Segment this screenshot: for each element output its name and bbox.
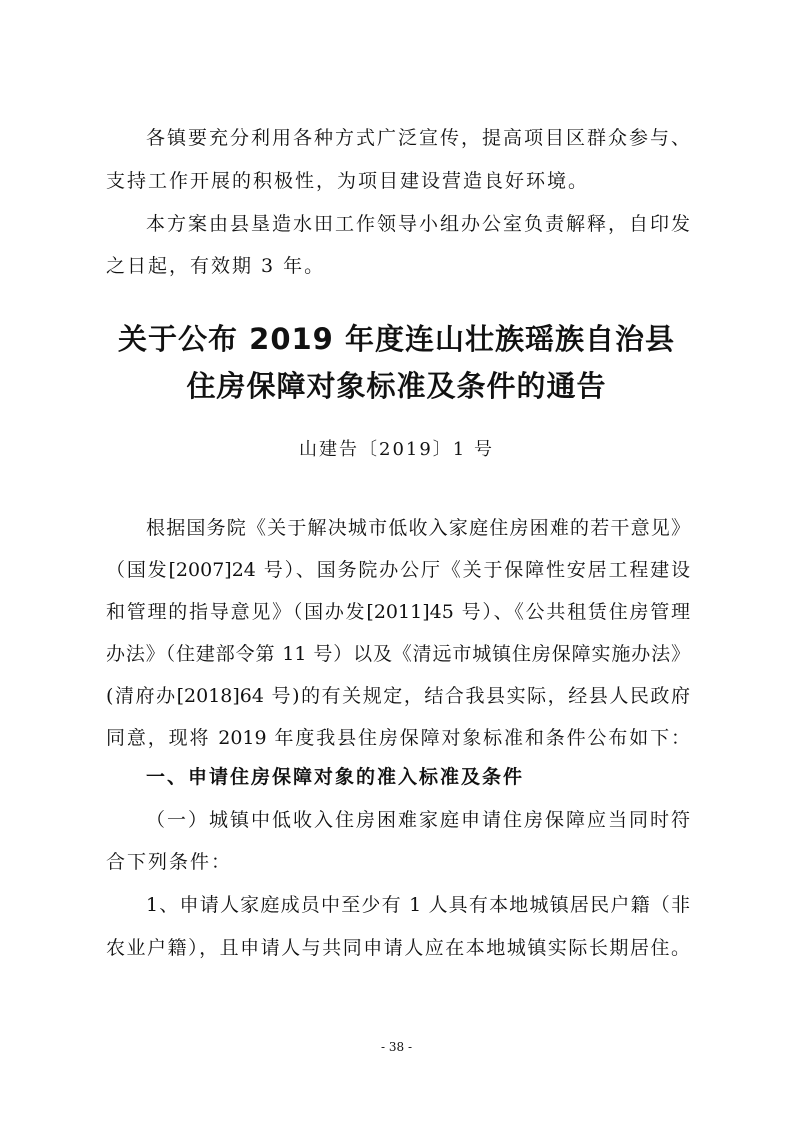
- section-1-line-2: 合下列条件：: [106, 851, 233, 873]
- section-1-line-1: （一）城镇中低收入住房困难家庭申请住房保障应当同时符: [146, 809, 690, 831]
- body-line-4: 办法》（住建部令第 11 号）以及《清远市城镇住房保障实施办法》: [106, 643, 690, 665]
- section-1-line-3: 1、申请人家庭成员中至少有 1 人具有本地城镇居民户籍（非: [146, 894, 690, 916]
- page-number: - 38 -: [380, 1040, 412, 1054]
- body-line-5: (清府办[2018]64 号)的有关规定，结合我县实际，经县人民政府: [106, 685, 690, 707]
- body-line-3: 和管理的指导意见》（国办发[2011]45 号）、《公共租赁住房管理: [106, 601, 690, 623]
- top-paragraph-1-line-2: 支持工作开展的积极性，为项目建设营造良好环境。: [106, 170, 590, 192]
- top-paragraph-2-line-1: 本方案由县垦造水田工作领导小组办公室负责解释，自印发: [146, 213, 690, 235]
- body-line-1: 根据国务院《关于解决城市低收入家庭住房困难的若干意见》: [146, 517, 690, 539]
- body-line-6: 同意，现将 2019 年度我县住房保障对象标准和条件公布如下：: [106, 727, 690, 749]
- document-number: 山建告〔2019〕1 号: [299, 439, 494, 460]
- top-paragraph-1-line-1: 各镇要充分利用各种方式广泛宣传，提高项目区群众参与、: [146, 127, 690, 149]
- section-1-heading: 一、申请住房保障对象的准入标准及条件: [146, 766, 525, 788]
- notice-title-line-1: 关于公布 2019 年度连山壮族瑶族自治县: [118, 322, 675, 356]
- notice-title-line-2: 住房保障对象标准及条件的通告: [186, 369, 607, 403]
- section-1-line-4: 农业户籍），且申请人与共同申请人应在本地城镇实际长期居住。: [106, 937, 690, 959]
- top-paragraph-2-line-2: 之日起，有效期 3 年。: [106, 255, 326, 277]
- body-line-2: （国发[2007]24 号）、国务院办公厅《关于保障性安居工程建设: [106, 559, 690, 581]
